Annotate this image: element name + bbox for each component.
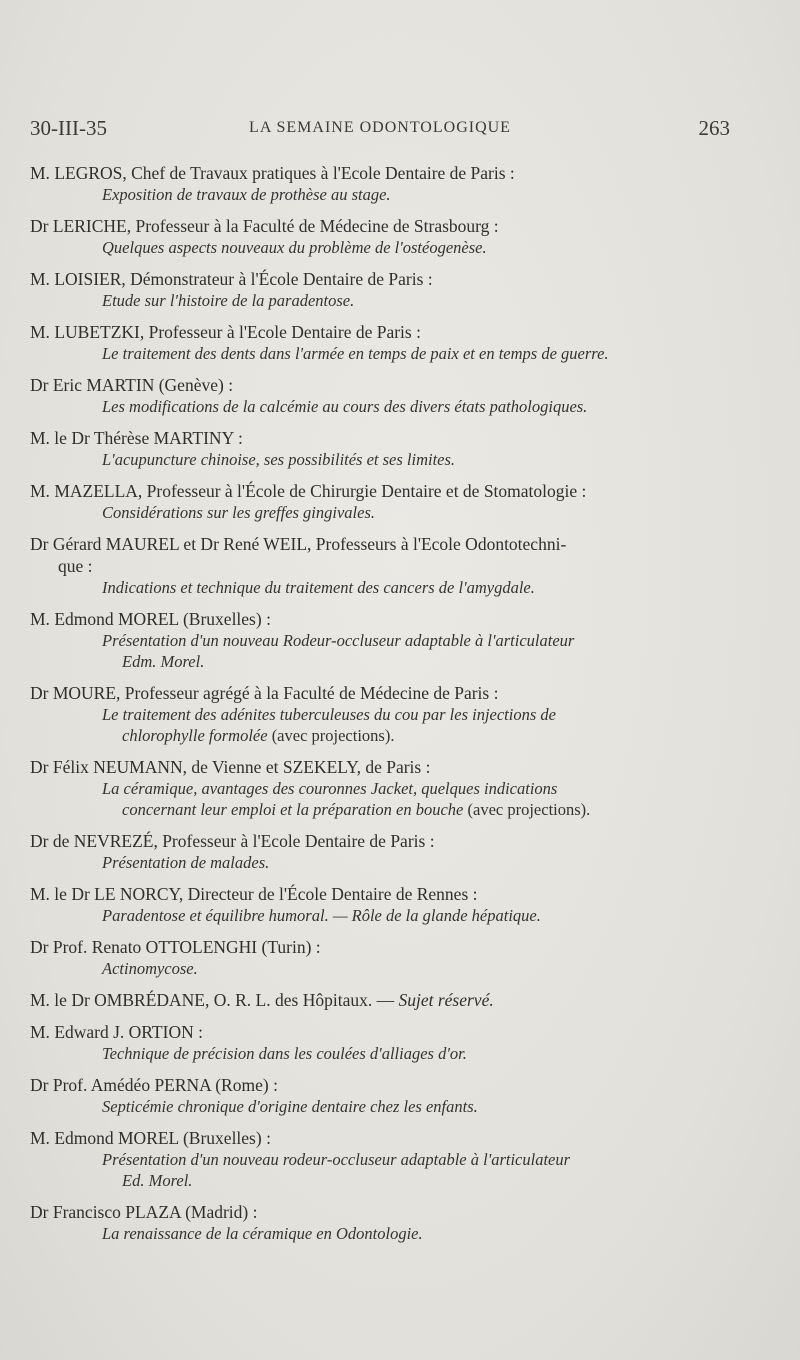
talk-title-text: Etude sur l'histoire de la paradentose. (102, 291, 355, 310)
talk-title-text: Présentation de malades. (102, 853, 270, 872)
speaker-line (30, 1127, 730, 1149)
speaker-description: (Bruxelles) : (178, 1128, 271, 1148)
talk-title (30, 778, 730, 820)
speaker-name: LOISIER (54, 269, 122, 289)
speaker-name: Francisco PLAZA (52, 1202, 181, 1222)
talk-title-text: La céramique, avantages des couronnes Jacket, quelques indications (102, 779, 558, 798)
speaker-name: Félix NEUMANN (52, 757, 183, 777)
speaker-name: LE NORCY (94, 884, 179, 904)
speaker-description: : (193, 1022, 203, 1042)
speaker-prefix: M. (30, 481, 50, 501)
speaker-line (30, 1074, 730, 1096)
header-journal-title: LA SEMAINE ODONTOLOGIQUE (249, 119, 511, 136)
speaker-description: (Genève) : (154, 375, 234, 395)
talk-title (30, 449, 730, 470)
talk-title-text: Paradentose et équilibre humoral. — Rôle de la glande hépatique. (102, 906, 541, 925)
speaker-entry (30, 608, 730, 672)
speaker-entry (30, 427, 730, 470)
talk-title (30, 577, 730, 598)
speaker-list (30, 162, 730, 1254)
speaker-prefix: M. (30, 322, 50, 342)
speaker-entry (30, 682, 730, 746)
talk-title-cont-text: concernant leur emploi et la préparation en bouche (122, 800, 464, 819)
talk-title-text: Le traitement des adénites tuberculeuses du cou par les injections de (102, 705, 556, 724)
speaker-name: Edmond MOREL (54, 609, 179, 629)
speaker-line (30, 989, 730, 1011)
talk-title-text: Considérations sur les greffes gingivales. (102, 503, 376, 522)
talk-title (30, 237, 730, 258)
talk-title-cont-text: Edm. Morel. (122, 652, 205, 671)
talk-title-text: Présentation d'un nouveau rodeur-occluseur adaptable à l'articulateur (102, 1150, 571, 1169)
speaker-prefix: M. (30, 1128, 50, 1148)
talk-title-cont (102, 725, 730, 746)
speaker-description: , Professeur agrégé à la Faculté de Médecine de Paris : (116, 683, 499, 703)
talk-title-text: Actinomycose. (102, 959, 198, 978)
talk-title-text: La renaissance de la céramique en Odontologie. (102, 1224, 423, 1243)
talk-title (30, 1096, 730, 1117)
talk-title-text: Technique de précision dans les coulées d'alliages d'or. (102, 1044, 467, 1063)
speaker-entry (30, 533, 730, 598)
talk-title (30, 1149, 730, 1191)
speaker-line (30, 608, 730, 630)
speaker-name: LUBETZKI (54, 322, 140, 342)
speaker-prefix: M. le Dr (30, 428, 90, 448)
speaker-entry (30, 1127, 730, 1191)
speaker-name: OMBRÉDANE (94, 990, 205, 1010)
speaker-description: , Démonstrateur à l'École Dentaire de Paris : (121, 269, 433, 289)
speaker-entry (30, 321, 730, 364)
speaker-description: , Directeur de l'École Dentaire de Rennes : (178, 884, 478, 904)
speaker-entry (30, 830, 730, 873)
talk-title-cont-text: chlorophylle formolée (122, 726, 268, 745)
speaker-prefix: Dr (30, 216, 49, 236)
talk-title (30, 630, 730, 672)
speaker-description: , Professeur à l'Ecole Dentaire de Paris : (153, 831, 435, 851)
speaker-line (30, 1201, 730, 1223)
speaker-name: MAZELLA (54, 481, 138, 501)
speaker-prefix: M. (30, 163, 50, 183)
talk-title-text: Septicémie chronique d'origine dentaire chez les enfants. (102, 1097, 478, 1116)
talk-title-text: L'acupuncture chinoise, ses possibilités et ses limites. (102, 450, 456, 469)
speaker-line (30, 374, 730, 396)
speaker-line (30, 268, 730, 290)
speaker-line (30, 321, 730, 343)
speaker-name: Thérèse MARTINY (93, 428, 234, 448)
speaker-line (30, 682, 730, 704)
speaker-prefix: Dr Prof. (30, 1075, 88, 1095)
speaker-entry (30, 936, 730, 979)
speaker-entry (30, 883, 730, 926)
speaker-prefix: M. le Dr (30, 884, 90, 904)
speaker-line (30, 162, 730, 184)
speaker-name: MOURE (52, 683, 117, 703)
speaker-name: Edward J. ORTION (54, 1022, 194, 1042)
speaker-prefix: M. le Dr (30, 990, 90, 1010)
speaker-description: , Professeur à la Faculté de Médecine de Strasbourg : (126, 216, 499, 236)
speaker-entry (30, 215, 730, 258)
talk-title-cont (102, 1170, 730, 1191)
speaker-prefix: M. (30, 1022, 50, 1042)
speaker-description: (Rome) : (210, 1075, 278, 1095)
speaker-entry (30, 756, 730, 820)
speaker-name: Gérard MAUREL (52, 534, 180, 554)
talk-title-cont (102, 799, 730, 820)
speaker-description: , de Vienne et SZEKELY, de Paris : (182, 757, 431, 777)
speaker-line (30, 883, 730, 905)
speaker-description: , O. R. L. des Hôpitaux. — (205, 990, 399, 1010)
speaker-line (30, 830, 730, 852)
speaker-entry (30, 268, 730, 311)
talk-title-cont-text: Ed. Morel. (122, 1171, 193, 1190)
talk-title (30, 184, 730, 205)
talk-title-text: Indications et technique du traitement des cancers de l'amygdale. (102, 578, 535, 597)
speaker-line (30, 533, 730, 577)
talk-title-text: Présentation d'un nouveau Rodeur-occluseur adaptable à l'articulateur (102, 631, 575, 650)
talk-title-text: Exposition de travaux de prothèse au stage. (102, 185, 391, 204)
speaker-name: Amédéo PERNA (90, 1075, 211, 1095)
speaker-description: (Bruxelles) : (178, 609, 271, 629)
speaker-prefix: M. (30, 269, 50, 289)
header-page-number: 263 (698, 116, 730, 140)
speaker-prefix: Dr (30, 757, 49, 777)
speaker-entry (30, 1201, 730, 1244)
speaker-prefix: Dr (30, 831, 49, 851)
speaker-name: Eric MARTIN (52, 375, 155, 395)
speaker-line (30, 1021, 730, 1043)
speaker-name: Edmond MOREL (54, 1128, 179, 1148)
speaker-prefix: M. (30, 609, 50, 629)
talk-title-text: Quelques aspects nouveaux du problème de l'ostéogenèse. (102, 238, 487, 257)
talk-title-text: Le traitement des dents dans l'armée en temps de paix et en temps de guerre. (102, 344, 609, 363)
speaker-line (30, 756, 730, 778)
speaker-line (30, 427, 730, 449)
speaker-line (30, 215, 730, 237)
speaker-description: , Professeur à l'École de Chirurgie Dentaire et de Stomatologie : (137, 481, 587, 501)
header-date: 30-III-35 (30, 116, 107, 140)
talk-title-note: (avec projections). (463, 800, 591, 819)
talk-title-note: (avec projections). (267, 726, 395, 745)
speaker-description: (Turin) : (257, 937, 321, 957)
talk-title (30, 905, 730, 926)
speaker-line (30, 480, 730, 502)
speaker-description-cont: que : (58, 556, 93, 576)
page-header (30, 116, 730, 142)
speaker-line (30, 936, 730, 958)
talk-title (30, 502, 730, 523)
talk-title (30, 1223, 730, 1244)
talk-title (30, 290, 730, 311)
speaker-entry (30, 989, 730, 1011)
speaker-description: (Madrid) : (180, 1202, 258, 1222)
speaker-name: LEGROS (54, 163, 123, 183)
talk-title-cont (102, 651, 730, 672)
speaker-prefix: Dr (30, 1202, 49, 1222)
speaker-name: de NEVREZÉ (52, 831, 154, 851)
talk-title (30, 852, 730, 873)
speaker-entry (30, 480, 730, 523)
speaker-prefix: Dr Prof. (30, 937, 88, 957)
talk-title (30, 1043, 730, 1064)
talk-title-text: Les modifications de la calcémie au cours des divers états pathologiques. (102, 397, 588, 416)
speaker-prefix: Dr (30, 534, 49, 554)
speaker-entry (30, 1074, 730, 1117)
speaker-description: , Professeur à l'Ecole Dentaire de Paris : (139, 322, 421, 342)
talk-title-inline: Sujet réservé. (398, 990, 494, 1010)
talk-title (30, 704, 730, 746)
talk-title (30, 396, 730, 417)
speaker-prefix: Dr (30, 375, 49, 395)
speaker-description: et Dr René WEIL, Professeurs à l'Ecole Odontotechni- (179, 534, 567, 554)
speaker-name: Renato OTTOLENGHI (91, 937, 258, 957)
speaker-prefix: Dr (30, 683, 49, 703)
speaker-entry (30, 1021, 730, 1064)
speaker-name: LERICHE (52, 216, 127, 236)
speaker-entry (30, 374, 730, 417)
talk-title (30, 343, 730, 364)
talk-title (30, 958, 730, 979)
speaker-entry (30, 162, 730, 205)
speaker-description: , Chef de Travaux pratiques à l'Ecole Dentaire de Paris : (122, 163, 515, 183)
speaker-description: : (233, 428, 243, 448)
